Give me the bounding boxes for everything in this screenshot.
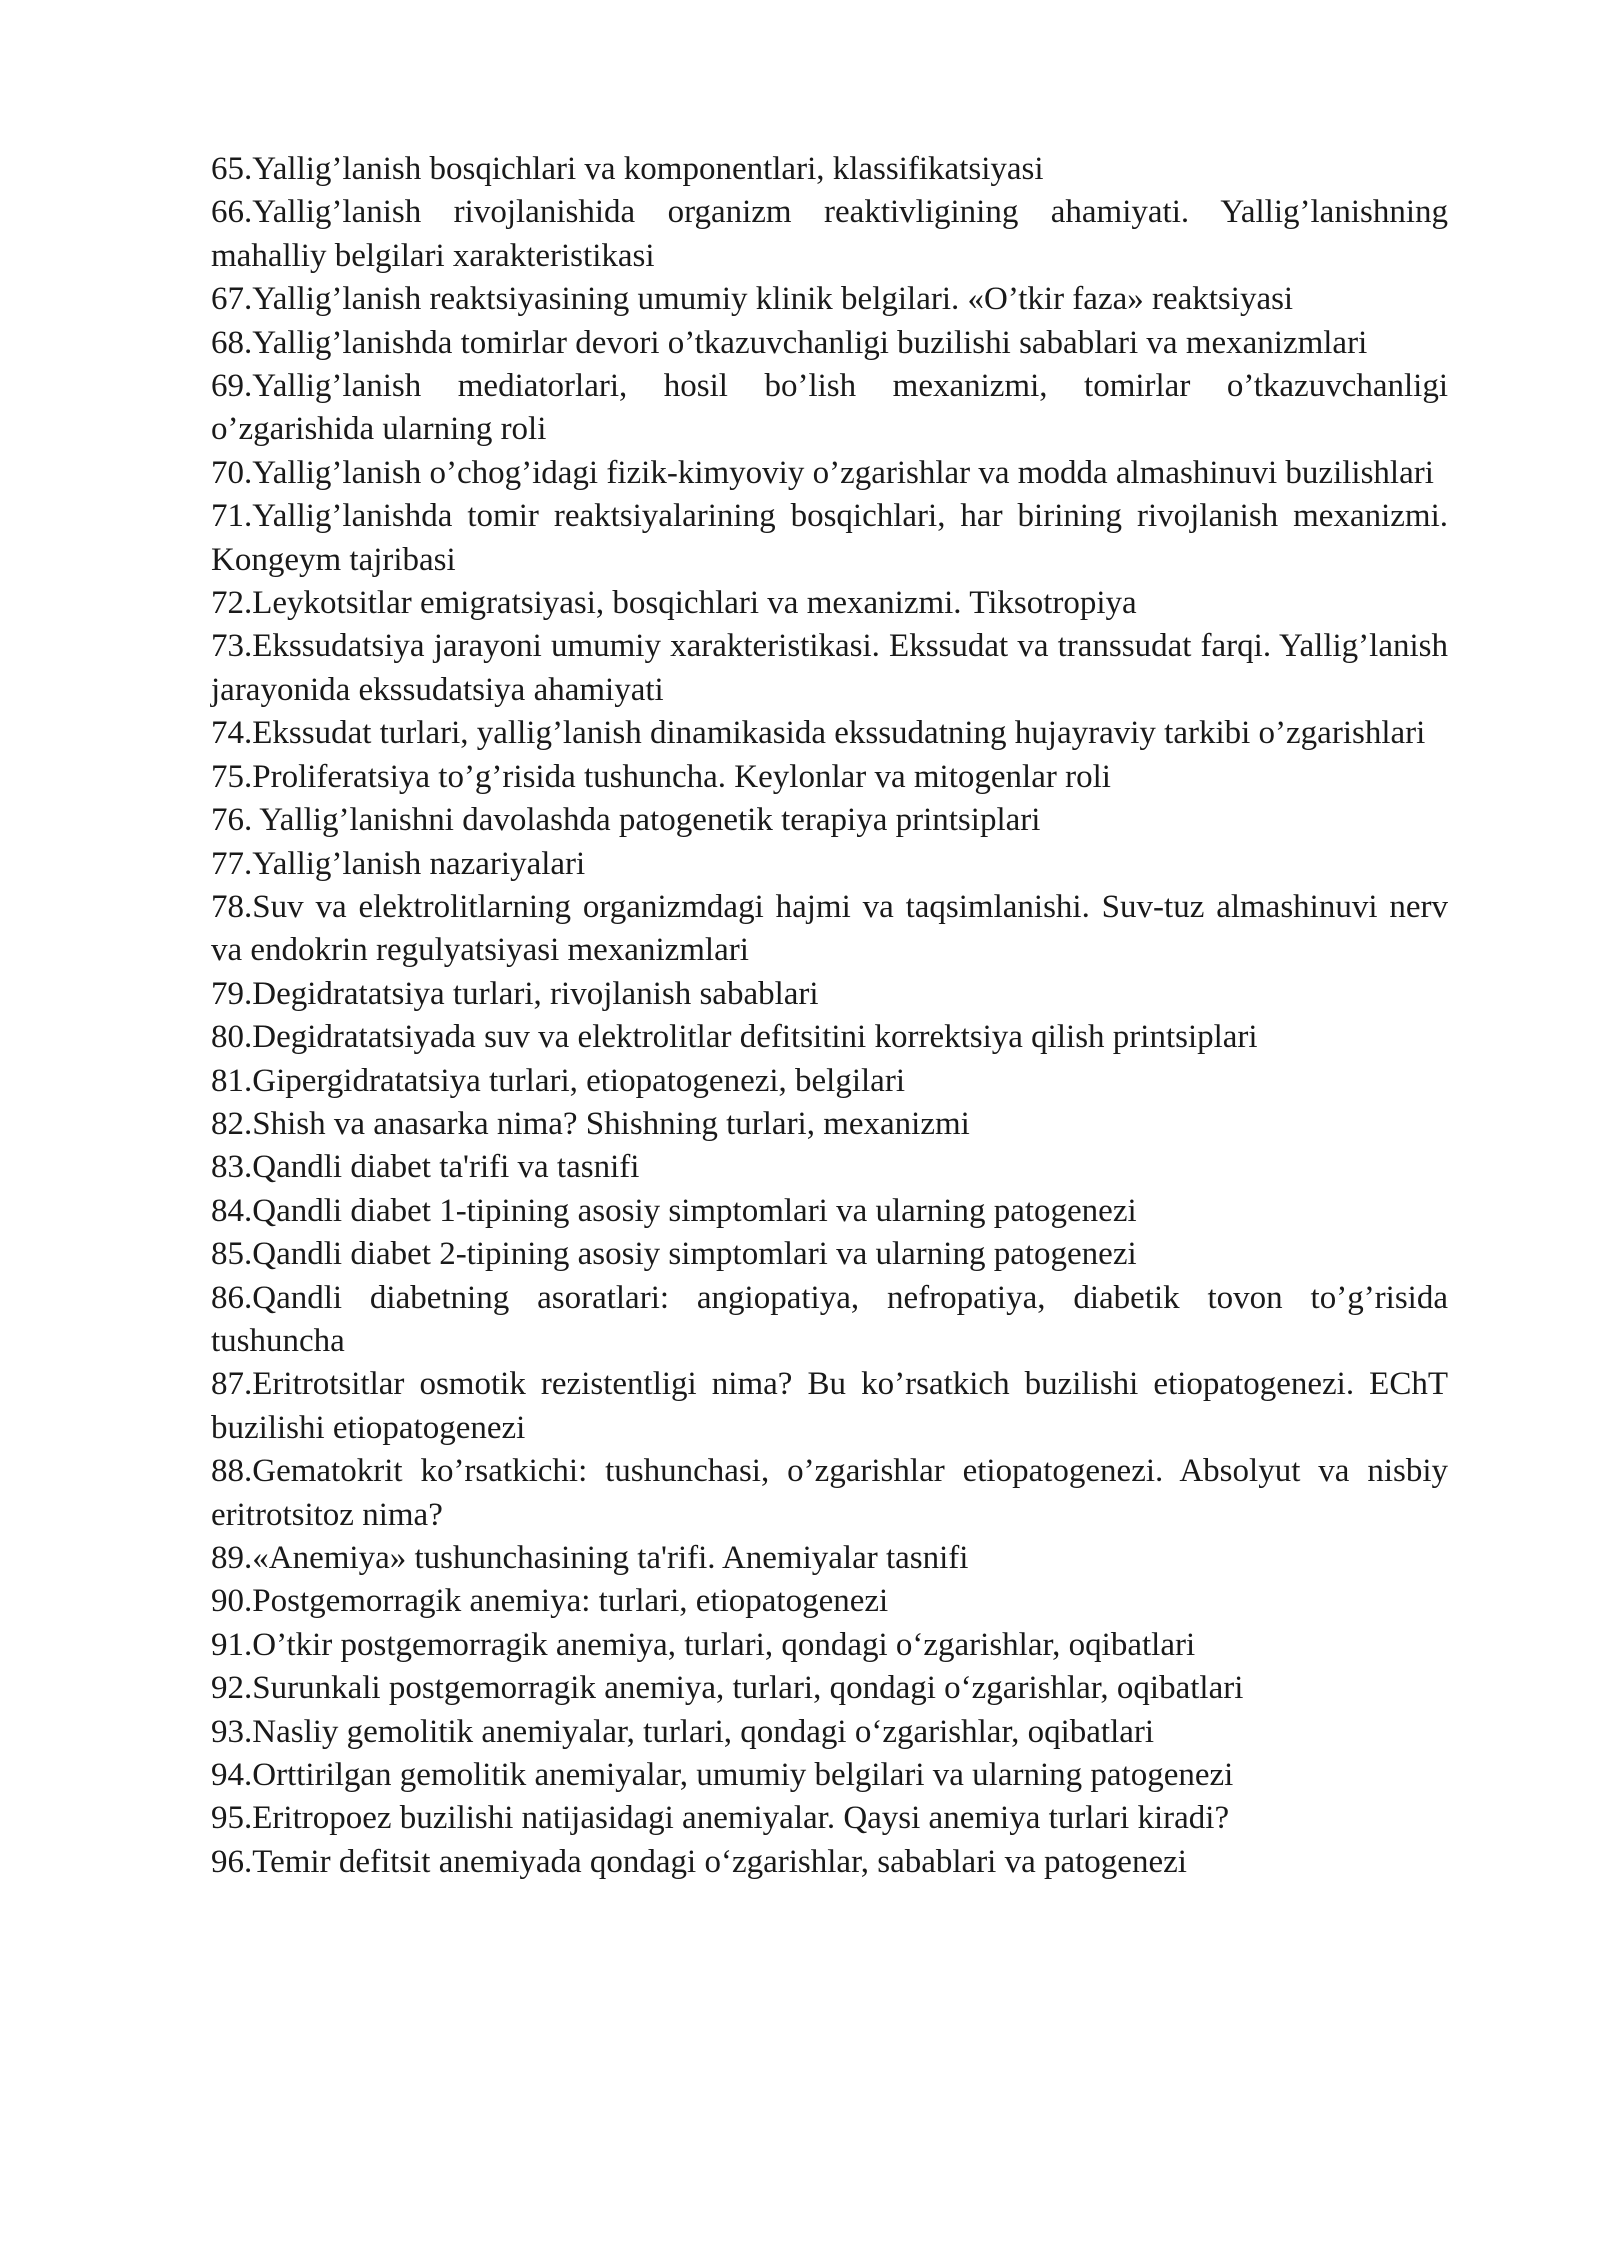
question-item: 77.Yallig’lanish nazariyalari: [211, 845, 586, 882]
question-item: 66.Yallig’lanish rivojlanishida organizm reaktivligining ahamiyati. Yallig’lanishning mahalliy belgilari xarakteristikasi: [211, 194, 1448, 274]
question-item: 69.Yallig’lanish mediatorlari, hosil bo’lish mexanizmi, tomirlar o’tkazuvchanligi o’zgarishida ularning roli: [211, 368, 1448, 448]
question-item: 83.Qandli diabet ta'rifi va tasnifi: [211, 1149, 640, 1186]
question-item: 91.O’tkir postgemorragik anemiya, turlari, qondagi o‘zgarishlar, oqibatlari: [211, 1626, 1196, 1663]
question-item: 75.Proliferatsiya to’g’risida tushuncha. Keylonlar va mitogenlar roli: [211, 758, 1111, 795]
question-item: 73.Ekssudatsiya jarayoni umumiy xarakteristikasi. Ekssudat va transsudat farqi. Yallig’lanish jarayonida ekssudatsiya ahamiyati: [211, 628, 1448, 708]
question-item: 93.Nasliy gemolitik anemiyalar, turlari, qondagi o‘zgarishlar, oqibatlari: [211, 1713, 1155, 1750]
question-item: 85.Qandli diabet 2-tipining asosiy simptomlari va ularning patogenezi: [211, 1236, 1137, 1273]
question-item: 78.Suv va elektrolitlarning organizmdagi hajmi va taqsimlanishi. Suv-tuz almashinuvi nerv va endokrin regulyatsiyasi mexanizmlari: [211, 888, 1448, 969]
question-item: 82.Shish va anasarka nima? Shishning turlari, mexanizmi: [211, 1105, 970, 1142]
question-item: 74.Ekssudat turlari, yallig’lanish dinamikasida ekssudatning hujayraviy tarkibi o’zgarishlari: [211, 715, 1426, 752]
question-item: 70.Yallig’lanish o’chog’idagi fizik-kimyoviy o’zgarishlar va modda almashinuvi buzilishlari: [211, 454, 1434, 491]
question-item: 71.Yallig’lanishda tomir reaktsiyalarining bosqichlari, har birining rivojlanish mexanizmi. Kongeym tajribasi: [211, 498, 1448, 578]
question-item: 86.Qandli diabetning asoratlari: angiopatiya, nefropatiya, diabetik tovon to’g’risida tushuncha: [211, 1279, 1448, 1359]
question-item: 68.Yallig’lanishda tomirlar devori o’tkazuvchanligi buzilishi sabablari va mexanizmlari: [211, 324, 1368, 361]
question-item: 67.Yallig’lanish reaktsiyasining umumiy klinik belgilari. «O’tkir faza» reaktsiyasi: [211, 281, 1294, 318]
document-page: [211, 148, 1448, 1884]
question-item: 95.Eritropoez buzilishi natijasidagi anemiyalar. Qaysi anemiya turlari kiradi?: [211, 1800, 1230, 1837]
question-item: 94.Orttirilgan gemolitik anemiyalar, umumiy belgilari va ularning patogenezi: [211, 1757, 1234, 1794]
question-item: 89.«Anemiya» tushunchasining ta'rifi. Anemiyalar tasnifi: [211, 1540, 969, 1576]
question-item: 87.Eritrotsitlar osmotik rezistentligi nima? Bu ko’rsatkich buzilishi etiopatogenezi. EChT buzilishi etiopatogenezi: [211, 1366, 1448, 1446]
question-item: 88.Gematokrit ko’rsatkichi: tushunchasi, o’zgarishlar etiopatogenezi. Absolyut va nisbiy eritrotsitoz nima?: [211, 1453, 1448, 1533]
question-item: 72.Leykotsitlar emigratsiyasi, bosqichlari va mexanizmi. Tiksotropiya: [211, 585, 1137, 622]
question-item: 79.Degidratatsiya turlari, rivojlanish sabablari: [211, 975, 819, 1012]
question-item: 90.Postgemorragik anemiya: turlari, etiopatogenezi: [211, 1583, 889, 1620]
question-item: 76. Yallig’lanishni davolashda patogenetik terapiya printsiplari: [211, 802, 1041, 839]
question-item: 80.Degidratatsiyada suv va elektrolitlar defitsitini korrektsiya qilish printsiplari: [211, 1019, 1258, 1056]
question-item: 92.Surunkali postgemorragik anemiya, turlari, qondagi o‘zgarishlar, oqibatlari: [211, 1670, 1244, 1707]
question-item: 84.Qandli diabet 1-tipining asosiy simptomlari va ularning patogenezi: [211, 1192, 1137, 1229]
question-item: 96.Temir defitsit anemiyada qondagi o‘zgarishlar, sabablari va patogenezi: [211, 1843, 1187, 1880]
question-item: 81.Gipergidratatsiya turlari, etiopatogenezi, belgilari: [211, 1062, 905, 1099]
question-item: 65.Yallig’lanish bosqichlari va komponentlari, klassifikatsiyasi: [211, 151, 1044, 187]
